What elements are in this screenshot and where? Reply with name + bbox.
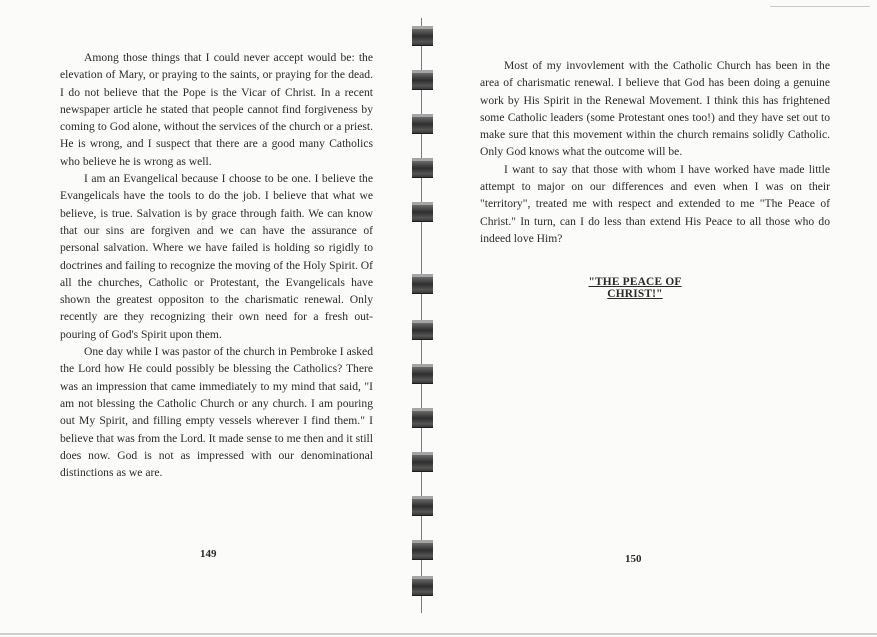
closing-heading: "THE PEACE OF CHRIST!" — [588, 276, 682, 300]
page-number: 149 — [200, 548, 217, 560]
left-page — [0, 0, 415, 637]
page-edge-line — [0, 633, 877, 635]
paragraph: I am an Evangelical because I choose to be one. I believe the Evangelicals have the tools to do the job. I believe that what we believe, is true. Salvation is by grace through faith. We can know that our sins are forgiven and we can have the assurance of personal salvation. Where we have failed is holding so rigidly to doctrines and failing to recognize the moving of the Holy Spirit. Of all the churches, Catholic or Protestant, the Evangelicals have shown the greatest oppositon to the charismatic renewal. Only recently are they recognizing their own need for a fresh out-pouring of God's Spirit upon them. — [60, 172, 373, 341]
page-number: 150 — [625, 553, 642, 565]
right-page — [430, 0, 877, 637]
binding-spine — [421, 18, 422, 613]
right-page-body — [480, 57, 830, 247]
left-page-body — [60, 49, 373, 481]
paragraph: Most of my invovlement with the Catholic Church has been in the area of charismatic renewal. I believe that God has been doing a genuine work by His Spirit in the Renewal Movement. I think this has frightened some Catholic leaders (some Protestant ones too!) and they have set out to make sure that this movement within the church remains solidly Catholic. Only God knows what the outcome will be. — [480, 59, 830, 159]
paragraph: One day while I was pastor of the church in Pembroke I asked the Lord how He could possibly be blessing the Catholics? There was an impression that came immediately to my mind that said, "I am not blessing the Catholic Church or any church. I am pouring out My Spirit, and filling empty vessels wherever I find them." I believe that was from the Lord. It made sense to me then and it still does now. God is not as impressed with our denominational distinctions as we are. — [60, 345, 373, 480]
paragraph: Among those things that I could never accept would be: the elevation of Mary, or praying to the saints, or praying for the dead. I do not believe that the Pope is the Vicar of Christ. In a recent newspaper article he stated that people cannot find forgiveness by coming to God alone, without the services of the church or a priest. He is wrong, and I suspect that there are a good many Catholics who believe he is wrong as well. — [60, 51, 373, 168]
paragraph: I want to say that those with whom I have worked have made little attempt to major on our differences and even when I was on their "territory", treated me with respect and extended to me "The Peace of Christ." In turn, can I do less than extend His Peace to all those who do indeed love Him? — [480, 162, 830, 245]
